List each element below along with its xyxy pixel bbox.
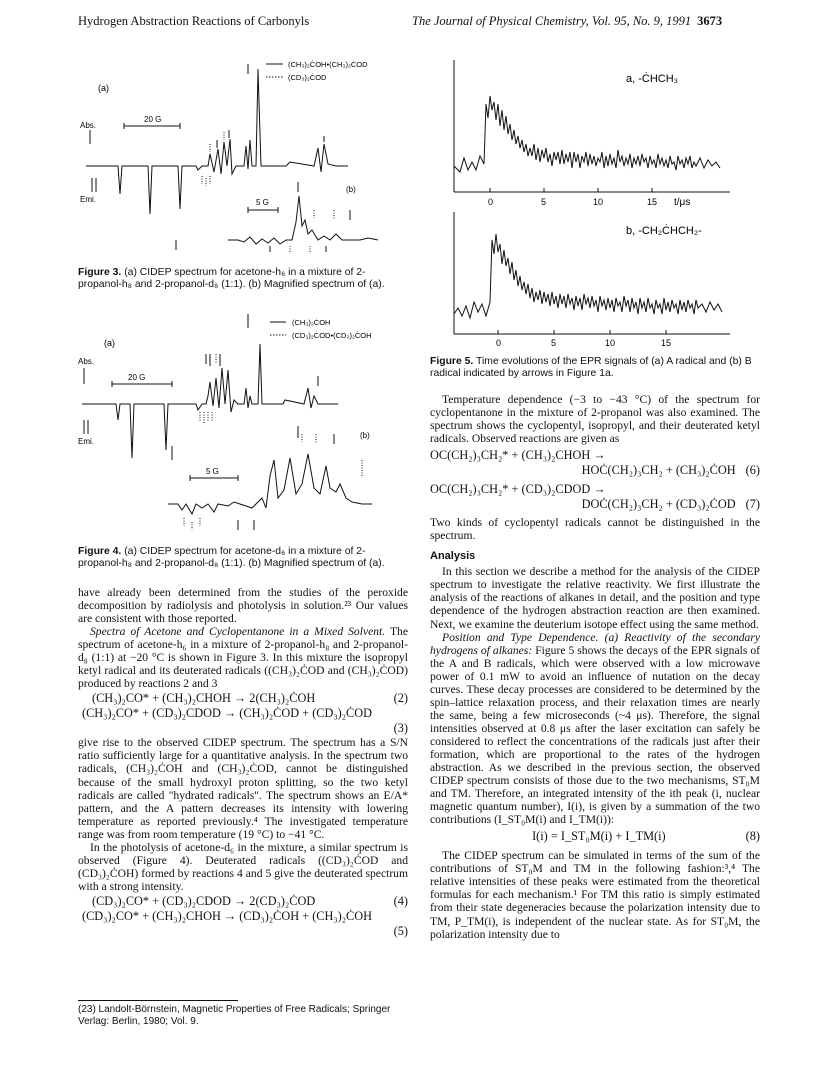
figure-5-caption-title: Figure 5. <box>430 356 474 367</box>
figure-5-tick-b-5: 5 <box>551 338 557 348</box>
figure-4-spectrum <box>78 308 408 540</box>
figure-3-emi-label: Emi. <box>80 195 96 204</box>
figure-3-legend-dotted: (CD₃)₂ĊOD <box>288 73 327 82</box>
eq4-number: (4) <box>393 893 408 908</box>
right-para-1: Temperature dependence (−3 to −43 °C) of the spectrum for cyclopentanone in the mixture of 2-propanol was also examined. The spectrum shows the cyclopentyl, isopropyl, and their deuterated ketyl radicals. Observed reactions are given as <box>430 393 760 446</box>
eq2-number: (2) <box>393 691 408 706</box>
figure-5-plot <box>430 44 750 349</box>
eq6-lhs-text: OC(CH₂)₃CH₂* + (CH₃)₂CHOH → <box>430 448 606 463</box>
figure-4-caption-text: (a) CIDEP spectrum for acetone-d₆ in a mixture of 2-propanol-h₈ and 2-propanol-d₈ (1:1). (b) Magnified spectrum of (a). <box>78 546 385 569</box>
figure-3-spectrum <box>78 44 408 254</box>
eq4-text: (CD₃)₂CO* + (CD₃)₂CDOD → 2(CD₃)₂ĊOD <box>92 893 316 908</box>
left-para-1: have already been determined from the studies of the peroxide decomposition by radiolysis and photolysis in solution.²³ Our values are consistent with those reported. <box>78 586 408 626</box>
right-para-4-text: Figure 5 shows the decays of the EPR signals of the A and B radicals, which were observed with a low microwave power of 0.1 mW to avoid an influence of nutation on the decay curves. These decay processes are considered to be determined by the spin–lattice relaxation process, and their relaxation times are nearly the same, being a few microseconds (~4 μs). Therefore, the signal intensities observed at 0.8 μs after the laser excitation can safely be considered to reflect the concentrations of the radicals just after their formation, which are proportional to the rates of the hydrogen abstraction. As we described in the previous section, the observed CIDEP spectrum consists of those due to the two mechanisms, ST₀M and TM. Therefore, an integrated intensity of the ith peak (i, nuclear magnetic quantum number), I(i), is given by a summation of the two contributions (I_ST₀M(i) and I_TM(i)): <box>430 643 760 827</box>
figure-4-label-b: (b) <box>360 431 370 440</box>
analysis-heading: Analysis <box>430 550 476 563</box>
left-para-4: In the photolysis of acetone-d₆ in the mixture, a similar spectrum is observed (Figure 4). Deuterated radicals ((CD₃)₂ĊOD and (CD₃)₂ĊOH) formed by reactions 4 and 5 give the deuterated spectrum with a strong intensity. <box>78 840 408 893</box>
equation-6-rhs <box>430 463 760 478</box>
figure-3 <box>78 44 408 254</box>
figure-4 <box>78 308 408 540</box>
figure-4-caption <box>78 546 408 570</box>
eq7-lhs-text: OC(CH₂)₃CH₂* + (CD₃)₂CDOD → <box>430 482 606 497</box>
equation-7-lhs <box>430 482 760 497</box>
figure-5-caption <box>430 356 760 380</box>
figure-3-caption <box>78 267 408 291</box>
eq8-text: I(i) = I_ST₀M(i) + I_TM(i) <box>532 829 666 844</box>
equation-3-number: (3) <box>393 721 408 736</box>
figure-4-label-a: (a) <box>104 338 115 348</box>
equation-2 <box>78 691 408 706</box>
figure-4-caption-title: Figure 4. <box>78 546 122 557</box>
eq5-text: (CD₃)₂CO* + (CH₃)₂CHOH → (CD₃)₂ĊOH + (CH₃)₂ĊOH <box>82 908 372 923</box>
figure-5-tick-a-0: 0 <box>488 197 494 207</box>
figure-5-axis-unit: t/μs <box>674 197 691 208</box>
figure-5-tick-b-10: 10 <box>605 338 616 348</box>
figure-3-scale-a: 20 G <box>144 115 162 124</box>
figure-5-trace-b-label: b, -CH₂ĊHCH₂- <box>626 225 702 237</box>
figure-5 <box>430 44 750 349</box>
figure-5-tick-b-0: 0 <box>496 338 502 348</box>
figure-3-abs-label: Abs. <box>80 121 97 130</box>
equation-8 <box>430 829 760 844</box>
subsection-title: Position and Type Dependence. (a) Reactivity of the secondary hydrogens of alkanes: <box>430 630 760 657</box>
equation-6-lhs <box>430 448 760 463</box>
eq7-number: (7) <box>745 497 760 512</box>
figure-5-tick-a-5: 5 <box>541 197 547 207</box>
figure-5-tick-b-15: 15 <box>661 338 672 348</box>
right-column <box>430 393 760 941</box>
figure-5-tick-a-10: 10 <box>593 197 604 207</box>
eq2-text: (CH₃)₂CO* + (CH₃)₂CHOH → 2(CH₃)₂ĊOH <box>92 691 316 706</box>
figure-3-caption-title: Figure 3. <box>78 267 122 278</box>
left-column <box>78 586 408 939</box>
figure-4-scale-a: 20 G <box>128 373 146 382</box>
figure-4-legend-solid: (CH₃)₂ĊOH <box>292 318 331 327</box>
equation-3 <box>78 706 408 721</box>
equation-5-number: (5) <box>393 923 408 938</box>
running-title: Hydrogen Abstraction Reactions of Carbonyls <box>78 14 310 28</box>
eq6-number: (6) <box>745 463 760 478</box>
footnote-23: (23) Landolt-Börnstein, Magnetic Properties of Free Radicals; Springer Verlag: Berlin, 1980; Vol. 9. <box>78 1004 391 1027</box>
figure-4-emi-label: Emi. <box>78 437 94 446</box>
section-title: Spectra of Acetone and Cyclopentanone in a Mixed Solvent. <box>90 625 386 639</box>
eq3-text: (CH₃)₂CO* + (CD₃)₂CDOD → (CH₃)₂ĊOD + (CD₃)₂ĊOD <box>82 706 372 721</box>
page-number: 3673 <box>697 14 723 28</box>
figure-3-label-b: (b) <box>346 185 356 194</box>
left-para-2-text: The spectrum of acetone-h₆ in a mixture of 2-propanol-h₈ and 2-propanol-d₈ (1:1) at −20 °C is shown in Figure 3. In this mixture the isopropyl ketyl radical and its deuterated radicals ((CH₃)₂ĊOD and (CH₃)₂ĊOD) produced by reactions 2 and 3 <box>78 625 408 691</box>
figure-4-abs-label: Abs. <box>78 357 95 366</box>
left-para-3: give rise to the observed CIDEP spectrum. The spectrum has a S/N ratio sufficiently large for a quantitative analysis. In the spectrum two radicals, (CH₃)₂ĊOH and (CH₃)₂ĊOD, cannot be distinguished because of the small hydroxyl proton splitting, so the two ketyl radicals are called "hydrated radicals". The spectrum shows an E/A* pattern, and the A pattern decreases its intensity with lowering temperature as reported previously.⁴ The investigated temperature range was from room temperature (19 °C) to −41 °C. <box>78 736 408 841</box>
figure-5-caption-text: Time evolutions of the EPR signals of (a) A radical and (b) B radical indicated by arrows in Figure 1a. <box>430 356 752 379</box>
right-para-2: Two kinds of cyclopentyl radicals cannot be distinguished in the spectrum. <box>430 516 760 543</box>
eq8-number: (8) <box>745 829 760 844</box>
eq7-rhs-text: DOĊ(CH₂)₃CH₂ + (CD₃)₂ĊOD <box>581 497 736 512</box>
equation-4 <box>78 894 408 909</box>
figure-3-legend-solid: (CH₃)₂ĊOH•(CH₃)₂ĊOD <box>288 60 368 69</box>
eq6-rhs-text: HOĊ(CH₂)₃CH₂ + (CH₃)₂ĊOH <box>581 463 736 478</box>
left-para-2 <box>78 625 408 690</box>
figure-5-tick-a-15: 15 <box>647 197 658 207</box>
journal-citation: The Journal of Physical Chemistry, Vol. 95, No. 9, 1991 <box>412 14 692 28</box>
figure-4-scale-b: 5 G <box>206 467 219 476</box>
journal-header <box>412 14 722 29</box>
figure-5-trace-a-label: a, -ĊHCH₃ <box>626 73 679 85</box>
right-para-4 <box>430 631 760 827</box>
equation-7-rhs <box>430 497 760 512</box>
figure-4-legend-dotted: (CD₃)₂ĊOD•(CD₃)₂ĊOH <box>292 331 372 340</box>
right-para-3: In this section we describe a method for the analysis of the CIDEP spectrum to investigate the relative reactivity. We first illustrate the analysis of the reactions of alkanes in detail, and the position and type dependence of the hydrogen abstraction reaction are then examined. Next, we examine the deuterium isotope effect using the same method. <box>430 565 760 631</box>
figure-3-caption-text: (a) CIDEP spectrum for acetone-h₆ in a mixture of 2-propanol-h₈ and 2-propanol-d₈ (1:1). (b) Magnified spectrum of (a). <box>78 267 385 290</box>
figure-3-scale-b: 5 G <box>256 198 269 207</box>
footnote-rule <box>78 1000 238 1001</box>
right-para-5: The CIDEP spectrum can be simulated in terms of the sum of the contributions of ST₀M and TM in the following fashion:³,⁴ The relative intensities of these peaks were estimated from the theoretical formulas for each mechanism.¹ For TM this ratio is simply estimated from their state degeneracies because the polarization intensity due to TM, P_TM(i), is independent of the nuclear state. As for ST₀M, the polarization intensity due to <box>430 849 760 941</box>
figure-3-label-a: (a) <box>98 83 109 93</box>
equation-5 <box>78 909 408 924</box>
